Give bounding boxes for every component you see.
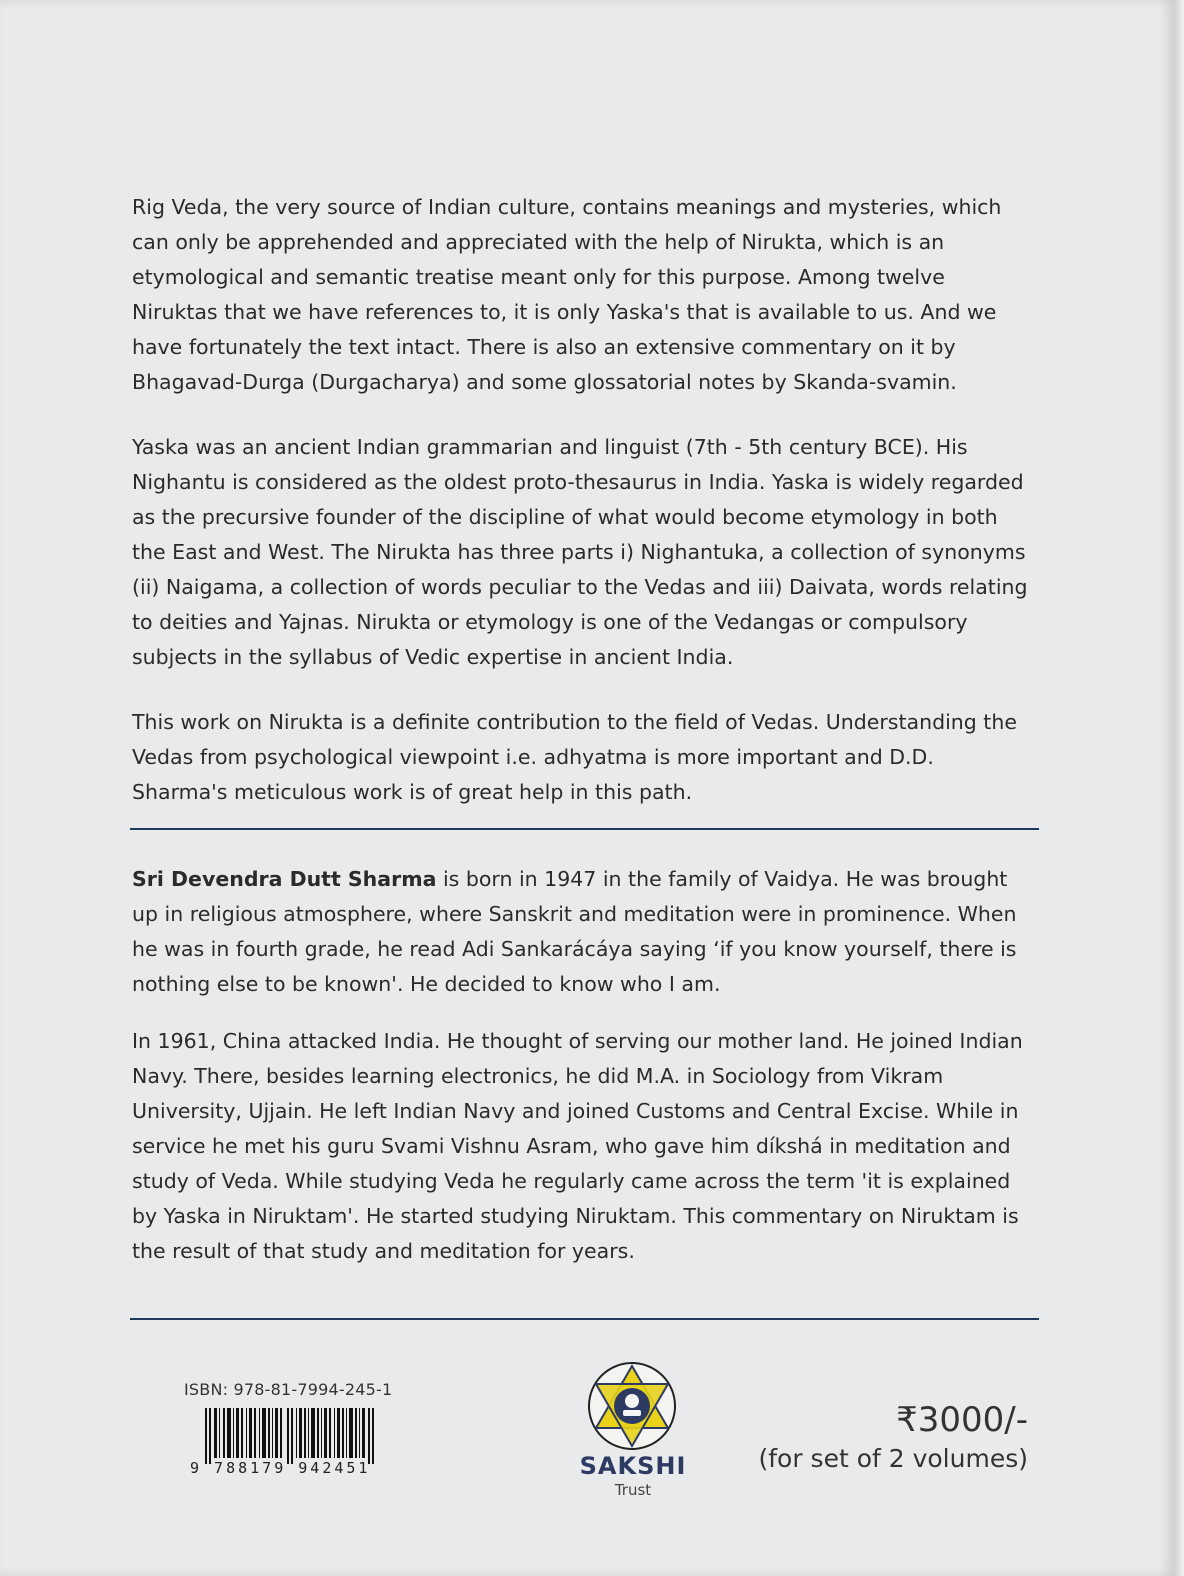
divider-rule xyxy=(130,828,1039,830)
page-edge xyxy=(1174,0,1184,1576)
blurb-paragraph-1: Rig Veda, the very source of Indian culture, contains meanings and mysteries, which can only be apprehended and appreciated with the help of Nirukta, which is an etymological and semantic treatise meant only for this purpose. Among twelve Niruktas that we have references to, it is only Yaska's that is available to us. And we have fortunately the text intact. There is also an extensive commentary on it by Bhagavad-Durga (Durgacharya) and some glossatorial notes by Skanda-svamin. xyxy=(132,195,1002,394)
price: ₹3000/- xyxy=(896,1400,1028,1440)
barcode-digits: 9 788179 942451 xyxy=(190,1459,371,1477)
blurb-paragraph-2: Yaska was an ancient Indian grammarian and linguist (7th - 5th century BCE). His Nighantu is considered as the oldest proto-thesaurus in India. Yaska is widely regarded as the precursive founder of the discipline of what would become etymology in both the East and West. The Nirukta has three parts i) Nighantuka, a collection of synonyms (ii) Naigama, a collection of words peculiar to the Vedas and iii) Daivata, words relating to deities and Yajnas. Nirukta or etymology is one of the Vedangas or compulsory subjects in the syllabus of Vedic expertise in ancient India. xyxy=(132,435,1028,669)
author-bio-paragraph-2: In 1961, China attacked India. He thought of serving our mother land. He joined Indian Navy. There, besides learning electronics, he did M.A. in Sociology from Vikram University, Ujjain. He left Indian Navy and joined Customs and Central Excise. While in service he met his guru Svami Vishnu Asram, who gave him díkshá in meditation and study of Veda. While studying Veda he regularly came across the term 'it is explained by Yaska in Niruktam'. He started studying Niruktam. This commentary on Niruktam is the result of that study and meditation for years. xyxy=(132,1029,1023,1263)
sakshi-logo-icon xyxy=(586,1360,678,1452)
publisher-name: SAKSHI xyxy=(579,1452,687,1480)
blurb-paragraph-3: This work on Nirukta is a definite contribution to the field of Vedas. Understanding the Vedas from psychological viewpoint i.e. adhyatma is more important and D.D. Sharma's meticulous work is of great help in this path. xyxy=(132,710,1017,804)
author-name: Sri Devendra Dutt Sharma xyxy=(132,867,437,891)
author-bio-paragraph-1 xyxy=(132,862,1032,1002)
publisher-subtitle: Trust xyxy=(614,1481,652,1499)
barcode-icon xyxy=(205,1408,377,1464)
isbn-label: ISBN: 978-81-7994-245-1 xyxy=(184,1380,393,1399)
price-note: (for set of 2 volumes) xyxy=(758,1444,1028,1473)
author-bio-text: is born in 1947 in the family of Vaidya. He was brought up in religious atmosphere, where Sanskrit and meditation were in prominence. When he was in fourth grade, he read Adi Sankarácáya saying ‘if you know yourself, there is nothing else to be known'. He decided to know who I am. xyxy=(132,867,1017,996)
divider-rule xyxy=(130,1318,1039,1320)
